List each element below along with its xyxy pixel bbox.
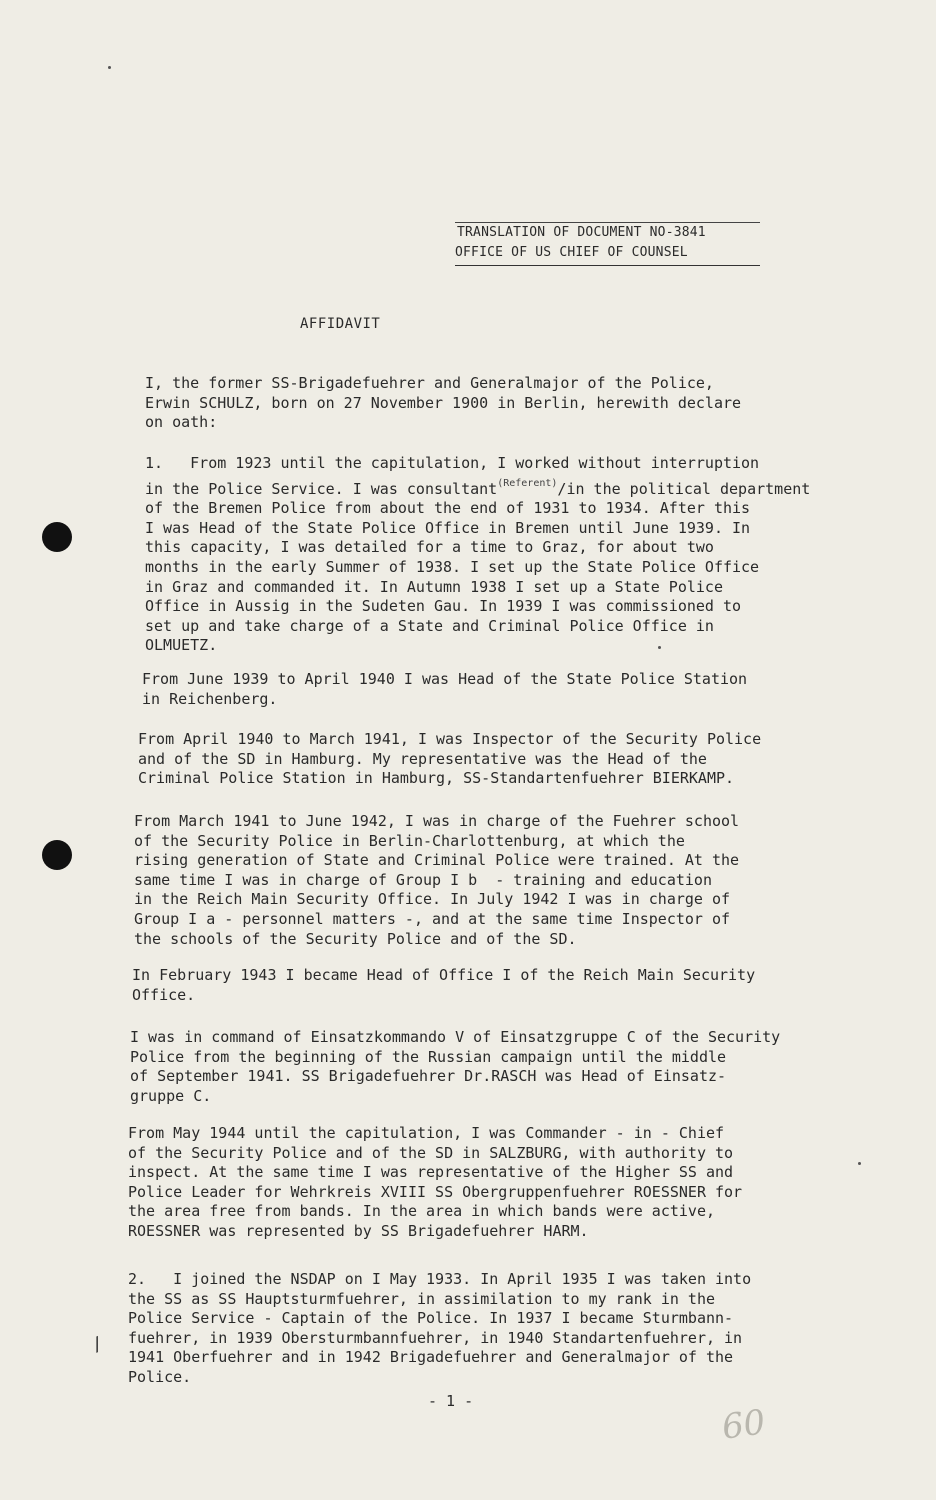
header-translation-line: TRANSLATION OF DOCUMENT NO-3841 bbox=[455, 222, 760, 243]
paragraph-salzburg: From May 1944 until the capitulation, I was Commander - in - Chief of the Security Police and of the SD in SALZBURG, with authority to inspect. At the same time I was representative of the Higher SS and Police Leader for Wehrkreis XVIII SS Obergruppenfuehrer ROESSNER for the area free from bands. In the area in which bands were active, ROESSNER was represented by SS Brigadefuehrer HARM. bbox=[128, 1124, 743, 1240]
punch-hole-bottom bbox=[42, 840, 72, 870]
paragraph-1-line1: 1. From 1923 until the capitulation, I worked without interruption bbox=[145, 454, 760, 472]
header-office-line: OFFICE OF US CHIEF OF COUNSEL bbox=[455, 243, 760, 266]
document-title: AFFIDAVIT bbox=[300, 316, 381, 332]
paragraph-einsatzkommando: I was in command of Einsatzkommando V of Einsatzgruppe C of the Security Police from the beginning of the Russian campaign until the middle of September 1941. SS Brigadefuehrer Dr.RASCH was Head of Einsatz- gruppe C. bbox=[130, 1028, 781, 1105]
paragraph-1 bbox=[145, 454, 810, 656]
handwritten-annotation: 60 bbox=[719, 1402, 768, 1448]
paragraph-2-nsdap: 2. I joined the NSDAP on I May 1933. In April 1935 I was taken into the SS as SS Hauptsturmfuehrer, in assimilation to my rank in the Police Service - Captain of the Police. In 1937 I became Sturmbann- fuehrer, in 1939 Obersturmbannfuehrer, in 1940 Standartenfuehrer, in 1941 Oberfuehrer and in 1942 Brigadefuehrer and Generalmajor of the Police. bbox=[128, 1270, 752, 1386]
intro-paragraph: I, the former SS-Brigadefuehrer and Generalmajor of the Police, Erwin SCHULZ, born on 27 November 1900 in Berlin, herewith declare on oath: bbox=[145, 374, 742, 432]
paragraph-1-line2a: in the Police Service. I was consultant bbox=[145, 479, 498, 498]
paragraph-hamburg: From April 1940 to March 1941, I was Inspector of the Security Police and of the SD in Hamburg. My representative was the Head of the Criminal Police Station in Hamburg, SS-Standartenfuehrer BIERKAMP. bbox=[138, 730, 762, 788]
paragraph-1-rest: of the Bremen Police from about the end of 1931 to 1934. After this I was Head of the State Police Office in Bremen until June 1939. In this capacity, I was detailed for a time to Graz, for about two months in the early Summer of 1938. I set up the State Police Office in Graz and commanded it. In Autumn 1938 I set up a State Police Office in Aussig in the Sudeten Gau. In 1939 I was commissioned to set up and take charge of a State and Criminal Police Office in OLMUETZ. bbox=[145, 499, 760, 655]
superscript-referent: (Referent) bbox=[497, 477, 558, 489]
paragraph-fuehrer-school: From March 1941 to June 1942, I was in charge of the Fuehrer school of the Security Police in Berlin-Charlottenburg, at which the rising generation of State and Criminal Police were trained. At the same time I was in charge of Group I b - training and education in the Reich Main Security Office. In July 1942 I was in charge of Group I a - personnel matters -, and at the same time Inspector of the schools of the Security Police and of the SD. bbox=[134, 812, 740, 948]
paragraph-1-line2b: /in the political department bbox=[557, 479, 811, 498]
margin-mark: / bbox=[88, 1332, 107, 1357]
paragraph-office-i: In February 1943 I became Head of Office I of the Reich Main Security Office. bbox=[132, 966, 756, 1004]
document-header bbox=[455, 222, 760, 266]
punch-hole-top bbox=[42, 522, 72, 552]
speck bbox=[858, 1162, 861, 1165]
speck bbox=[108, 66, 111, 69]
page-number: - 1 - bbox=[428, 1392, 474, 1410]
paragraph-reichenberg: From June 1939 to April 1940 I was Head of the State Police Station in Reichenberg. bbox=[142, 670, 748, 708]
